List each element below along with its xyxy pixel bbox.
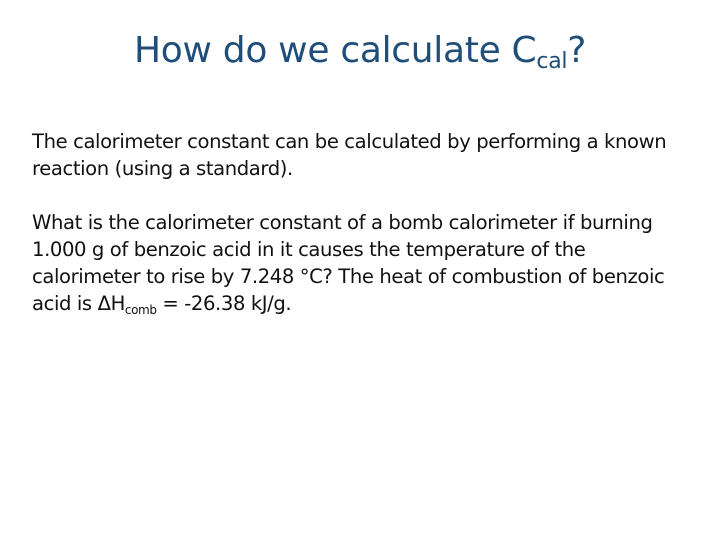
question-value: = -26.38 kJ/g. [156,292,292,315]
paragraph-definition: The calorimeter constant can be calculated by performing a known reaction (using a standard). [32,130,667,180]
delta-h-subscript: comb [124,303,157,317]
title-suffix: ? [567,30,587,71]
slide-body [32,128,692,317]
title-subscript: cal [536,49,568,74]
title-main-text: How do we calculate C [133,30,537,71]
slide-title [0,30,720,74]
question-text: What is the calorimeter constant of a bomb calorimeter if burning 1.000 g of benzoic acid in it causes the temperature of the calorimeter to rise by 7.248 °C? The heat of combustion of benzoic acid is ΔH [32,211,665,315]
paragraph-question [32,209,692,317]
